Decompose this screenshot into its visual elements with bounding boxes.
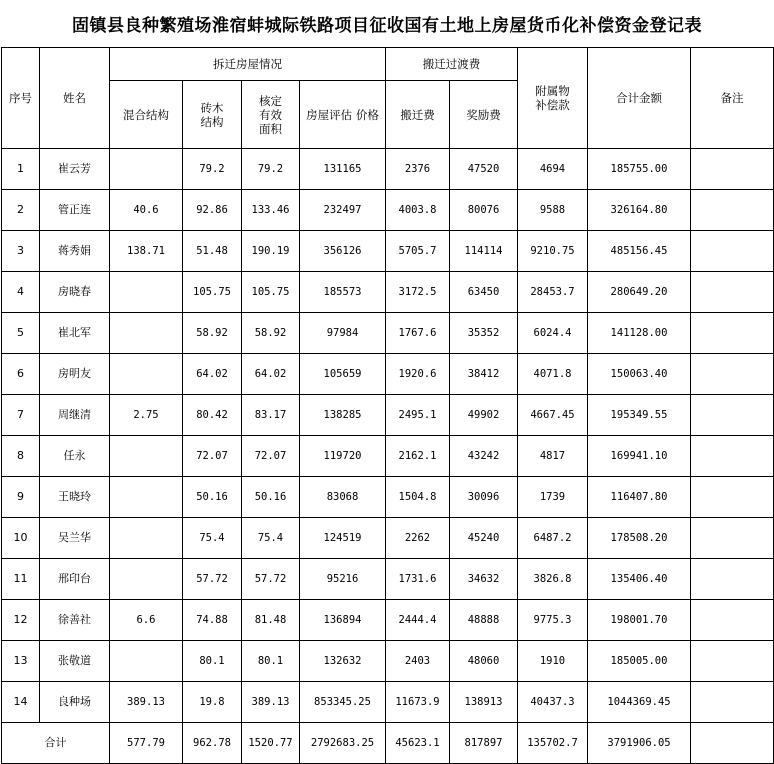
- totals-move-fee: 45623.1: [386, 723, 450, 764]
- cell-seq: 9: [2, 477, 40, 518]
- cell-seq: 10: [2, 518, 40, 559]
- cell-reward-fee: 80076: [450, 190, 518, 231]
- cell-remark: [691, 354, 774, 395]
- cell-remark: [691, 395, 774, 436]
- cell-move-fee: 11673.9: [386, 682, 450, 723]
- cell-area: 58.92: [242, 313, 300, 354]
- table-row: [2, 395, 774, 436]
- cell-attached: 4694: [518, 149, 588, 190]
- totals-row: [2, 723, 774, 764]
- cell-total: 135406.40: [588, 559, 691, 600]
- cell-attached: 1739: [518, 477, 588, 518]
- cell-valuation: 136894: [300, 600, 386, 641]
- table-row: [2, 518, 774, 559]
- cell-remark: [691, 231, 774, 272]
- cell-remark: [691, 682, 774, 723]
- cell-name: 邢印台: [40, 559, 110, 600]
- cell-seq: 1: [2, 149, 40, 190]
- cell-remark: [691, 518, 774, 559]
- header-relocation-group: 搬迁过渡费: [386, 48, 518, 81]
- cell-reward-fee: 138913: [450, 682, 518, 723]
- cell-area: 80.1: [242, 641, 300, 682]
- cell-seq: 7: [2, 395, 40, 436]
- table-row: [2, 190, 774, 231]
- header-seq: 序号: [2, 48, 40, 149]
- cell-valuation: 138285: [300, 395, 386, 436]
- cell-reward-fee: 47520: [450, 149, 518, 190]
- cell-total: 169941.10: [588, 436, 691, 477]
- totals-attached: 135702.7: [518, 723, 588, 764]
- totals-label: 合计: [2, 723, 110, 764]
- header-name: 姓名: [40, 48, 110, 149]
- cell-valuation: 97984: [300, 313, 386, 354]
- table-row: [2, 559, 774, 600]
- cell-total: 116407.80: [588, 477, 691, 518]
- cell-area: 64.02: [242, 354, 300, 395]
- cell-area: 75.4: [242, 518, 300, 559]
- cell-total: 141128.00: [588, 313, 691, 354]
- header-demolition-group: 拆迁房屋情况: [110, 48, 386, 81]
- cell-attached: 9588: [518, 190, 588, 231]
- cell-mixed: [110, 518, 183, 559]
- cell-mixed: [110, 272, 183, 313]
- cell-brick: 19.8: [183, 682, 242, 723]
- cell-name: 任永: [40, 436, 110, 477]
- table-row: [2, 231, 774, 272]
- cell-brick: 80.1: [183, 641, 242, 682]
- cell-move-fee: 2162.1: [386, 436, 450, 477]
- cell-brick: 80.42: [183, 395, 242, 436]
- cell-reward-fee: 114114: [450, 231, 518, 272]
- cell-valuation: 119720: [300, 436, 386, 477]
- cell-reward-fee: 43242: [450, 436, 518, 477]
- cell-total: 185755.00: [588, 149, 691, 190]
- cell-brick: 92.86: [183, 190, 242, 231]
- cell-brick: 58.92: [183, 313, 242, 354]
- header-valuation: 房屋评估 价格: [300, 81, 386, 149]
- cell-move-fee: 1504.8: [386, 477, 450, 518]
- cell-seq: 12: [2, 600, 40, 641]
- cell-mixed: [110, 436, 183, 477]
- cell-name: 崔北军: [40, 313, 110, 354]
- cell-area: 81.48: [242, 600, 300, 641]
- header-mixed: 混合结构: [110, 81, 183, 149]
- cell-mixed: [110, 354, 183, 395]
- cell-seq: 2: [2, 190, 40, 231]
- header-attached: 附属物 补偿款: [518, 48, 588, 149]
- cell-attached: 28453.7: [518, 272, 588, 313]
- cell-reward-fee: 30096: [450, 477, 518, 518]
- totals-remark: [691, 723, 774, 764]
- cell-seq: 8: [2, 436, 40, 477]
- cell-brick: 72.07: [183, 436, 242, 477]
- table-row: [2, 354, 774, 395]
- cell-move-fee: 1731.6: [386, 559, 450, 600]
- cell-attached: 40437.3: [518, 682, 588, 723]
- cell-remark: [691, 477, 774, 518]
- cell-mixed: [110, 641, 183, 682]
- cell-reward-fee: 48888: [450, 600, 518, 641]
- cell-area: 79.2: [242, 149, 300, 190]
- cell-valuation: 232497: [300, 190, 386, 231]
- cell-mixed: [110, 559, 183, 600]
- cell-name: 崔云芳: [40, 149, 110, 190]
- cell-brick: 51.48: [183, 231, 242, 272]
- cell-name: 房晓春: [40, 272, 110, 313]
- table-row: [2, 600, 774, 641]
- cell-mixed: [110, 477, 183, 518]
- cell-name: 徐善社: [40, 600, 110, 641]
- cell-remark: [691, 190, 774, 231]
- cell-area: 72.07: [242, 436, 300, 477]
- cell-remark: [691, 272, 774, 313]
- cell-total: 195349.55: [588, 395, 691, 436]
- cell-move-fee: 5705.7: [386, 231, 450, 272]
- cell-valuation: 853345.25: [300, 682, 386, 723]
- table-row: [2, 477, 774, 518]
- cell-attached: 6024.4: [518, 313, 588, 354]
- cell-brick: 57.72: [183, 559, 242, 600]
- header-reward-fee: 奖励费: [450, 81, 518, 149]
- totals-valuation: 2792683.25: [300, 723, 386, 764]
- cell-move-fee: 1767.6: [386, 313, 450, 354]
- cell-area: 389.13: [242, 682, 300, 723]
- cell-valuation: 356126: [300, 231, 386, 272]
- cell-attached: 4667.45: [518, 395, 588, 436]
- cell-seq: 14: [2, 682, 40, 723]
- cell-brick: 105.75: [183, 272, 242, 313]
- totals-area: 1520.77: [242, 723, 300, 764]
- cell-total: 280649.20: [588, 272, 691, 313]
- cell-total: 326164.80: [588, 190, 691, 231]
- cell-name: 张敬道: [40, 641, 110, 682]
- cell-area: 190.19: [242, 231, 300, 272]
- cell-name: 王晓玲: [40, 477, 110, 518]
- cell-seq: 11: [2, 559, 40, 600]
- cell-name: 房明友: [40, 354, 110, 395]
- cell-move-fee: 3172.5: [386, 272, 450, 313]
- table-row: [2, 272, 774, 313]
- cell-mixed: 2.75: [110, 395, 183, 436]
- table-row: [2, 641, 774, 682]
- cell-name: 管正连: [40, 190, 110, 231]
- cell-remark: [691, 600, 774, 641]
- cell-area: 57.72: [242, 559, 300, 600]
- cell-total: 485156.45: [588, 231, 691, 272]
- cell-brick: 64.02: [183, 354, 242, 395]
- header-remark: 备注: [691, 48, 774, 149]
- cell-seq: 3: [2, 231, 40, 272]
- cell-valuation: 131165: [300, 149, 386, 190]
- cell-move-fee: 2495.1: [386, 395, 450, 436]
- cell-move-fee: 2444.4: [386, 600, 450, 641]
- cell-reward-fee: 48060: [450, 641, 518, 682]
- cell-total: 150063.40: [588, 354, 691, 395]
- cell-name: 蒋秀娟: [40, 231, 110, 272]
- cell-valuation: 124519: [300, 518, 386, 559]
- cell-mixed: 138.71: [110, 231, 183, 272]
- cell-total: 198001.70: [588, 600, 691, 641]
- cell-brick: 50.16: [183, 477, 242, 518]
- cell-valuation: 185573: [300, 272, 386, 313]
- cell-mixed: [110, 149, 183, 190]
- cell-remark: [691, 313, 774, 354]
- cell-reward-fee: 35352: [450, 313, 518, 354]
- cell-reward-fee: 63450: [450, 272, 518, 313]
- cell-total: 1044369.45: [588, 682, 691, 723]
- header-row-group: [2, 48, 774, 81]
- header-move-fee: 搬迁费: [386, 81, 450, 149]
- totals-reward-fee: 817897: [450, 723, 518, 764]
- header-total: 合计金额: [588, 48, 691, 149]
- header-area: 核定 有效 面积: [242, 81, 300, 149]
- cell-move-fee: 2262: [386, 518, 450, 559]
- cell-remark: [691, 149, 774, 190]
- totals-brick: 962.78: [183, 723, 242, 764]
- cell-area: 50.16: [242, 477, 300, 518]
- cell-attached: 9775.3: [518, 600, 588, 641]
- cell-area: 133.46: [242, 190, 300, 231]
- cell-seq: 13: [2, 641, 40, 682]
- cell-reward-fee: 38412: [450, 354, 518, 395]
- cell-move-fee: 1920.6: [386, 354, 450, 395]
- compensation-table: [1, 47, 774, 764]
- cell-attached: 4817: [518, 436, 588, 477]
- cell-attached: 3826.8: [518, 559, 588, 600]
- cell-move-fee: 4003.8: [386, 190, 450, 231]
- table-row: [2, 149, 774, 190]
- cell-valuation: 83068: [300, 477, 386, 518]
- cell-remark: [691, 436, 774, 477]
- cell-remark: [691, 641, 774, 682]
- table-row: [2, 313, 774, 354]
- header-brick: 砖木 结构: [183, 81, 242, 149]
- cell-total: 185005.00: [588, 641, 691, 682]
- cell-attached: 4071.8: [518, 354, 588, 395]
- cell-total: 178508.20: [588, 518, 691, 559]
- cell-mixed: 389.13: [110, 682, 183, 723]
- cell-valuation: 132632: [300, 641, 386, 682]
- cell-brick: 75.4: [183, 518, 242, 559]
- cell-reward-fee: 49902: [450, 395, 518, 436]
- cell-area: 105.75: [242, 272, 300, 313]
- cell-area: 83.17: [242, 395, 300, 436]
- cell-seq: 6: [2, 354, 40, 395]
- cell-reward-fee: 34632: [450, 559, 518, 600]
- totals-total: 3791906.05: [588, 723, 691, 764]
- cell-mixed: 6.6: [110, 600, 183, 641]
- cell-mixed: 40.6: [110, 190, 183, 231]
- cell-attached: 6487.2: [518, 518, 588, 559]
- cell-brick: 74.88: [183, 600, 242, 641]
- cell-move-fee: 2376: [386, 149, 450, 190]
- table-row: [2, 436, 774, 477]
- cell-mixed: [110, 313, 183, 354]
- totals-mixed: 577.79: [110, 723, 183, 764]
- cell-valuation: 105659: [300, 354, 386, 395]
- cell-name: 吴兰华: [40, 518, 110, 559]
- table-row: [2, 682, 774, 723]
- document-title: 固镇县良种繁殖场淮宿蚌城际铁路项目征收国有土地上房屋货币化补偿资金登记表: [72, 16, 702, 36]
- cell-brick: 79.2: [183, 149, 242, 190]
- cell-remark: [691, 559, 774, 600]
- cell-seq: 5: [2, 313, 40, 354]
- cell-attached: 9210.75: [518, 231, 588, 272]
- cell-valuation: 95216: [300, 559, 386, 600]
- cell-seq: 4: [2, 272, 40, 313]
- cell-name: 周继清: [40, 395, 110, 436]
- cell-name: 良种场: [40, 682, 110, 723]
- cell-attached: 1910: [518, 641, 588, 682]
- cell-move-fee: 2403: [386, 641, 450, 682]
- cell-reward-fee: 45240: [450, 518, 518, 559]
